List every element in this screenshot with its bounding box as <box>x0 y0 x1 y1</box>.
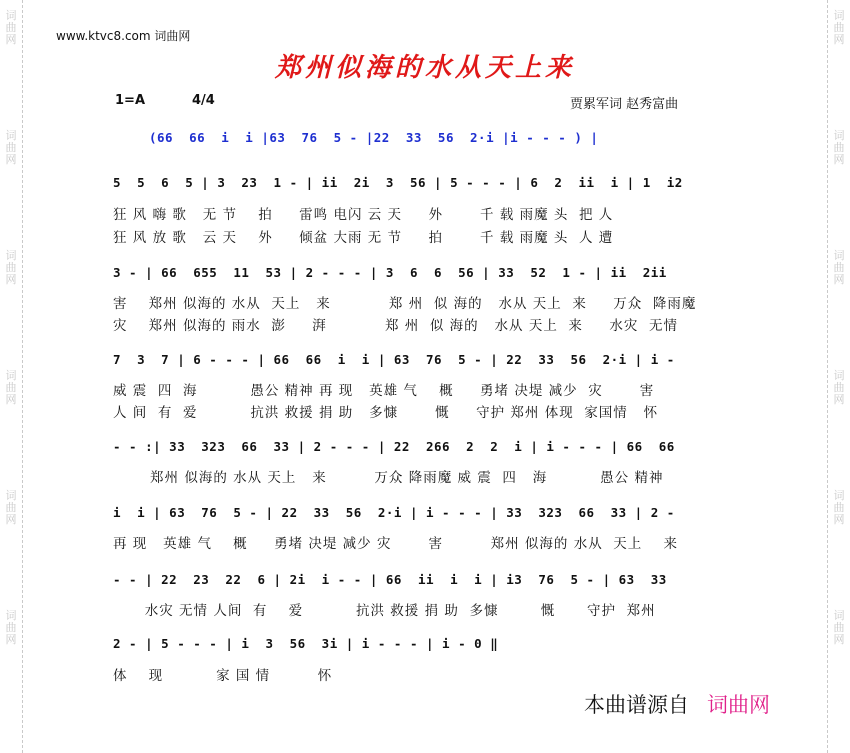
row-2-notes: 3 - | 66 655 11 53 | 2 - - - | 3 6 6 56 | 33 52 1 - | ii 2ii <box>113 265 667 280</box>
row-4-notes: - - :| 33 323 66 33 | 2 - - - | 22 266 2 2 i | i - - - | 66 66 <box>113 439 675 454</box>
watermark-text: 词 曲 网 <box>833 9 845 46</box>
song-title: 郑州似海的水从天上来 <box>274 53 575 83</box>
row-7-notes: 2 - | 5 - - - | i 3 56 3i | i - - - | i - 0 ‖ <box>113 636 499 651</box>
watermark-text: 词 曲 网 <box>833 609 845 646</box>
watermark-text: 词 曲 网 <box>5 609 17 646</box>
row-7-lyric-1: 体 现 家 国 情 怀 <box>113 668 333 684</box>
row-2-lyric-1: 害 郑州 似海的 水从 天上 来 郑 州 似 海的 水从 天上 来 万众 降雨魔 <box>113 296 697 312</box>
row-2-lyric-2: 灾 郑州 似海的 雨水 澎 湃 郑 州 似 海的 水从 天上 来 水灾 无情 <box>113 318 678 334</box>
source-credit <box>584 689 770 719</box>
row-3-lyric-2: 人 间 有 爱 抗洪 救援 捐 助 多慷 慨 守护 郑州 体现 家国情 怀 <box>113 405 659 421</box>
time-signature: 4/4 <box>192 93 215 108</box>
intro-notes: (66 66 i i |63 76 5 - |22 33 56 2·i |i - - - ) | <box>149 130 599 145</box>
watermark-text: 词 曲 网 <box>5 9 17 46</box>
row-4-lyric-1: 郑州 似海的 水从 天上 来 万众 降雨魔 威 震 四 海 愚公 精神 <box>113 470 664 486</box>
left-watermark-strip <box>0 0 23 753</box>
credits: 贾累军词 赵秀富曲 <box>570 97 679 112</box>
watermark-text: 词 曲 网 <box>833 369 845 406</box>
row-3-notes: 7 3 7 | 6 - - - | 66 66 i i | 63 76 5 - | 22 33 56 2·i | i - <box>113 352 675 367</box>
row-5-lyric-1: 再 现 英雄 气 概 勇堵 决堤 减少 灾 害 郑州 似海的 水从 天上 来 <box>113 536 678 552</box>
row-6-notes: - - | 22 23 22 6 | 2i i - - | 66 ii i i | i3 76 5 - | 63 33 <box>113 572 667 587</box>
site-link[interactable]: www.ktvc8.com 词曲网 <box>56 29 191 43</box>
row-1-notes: 5 5 6 5 | 3 23 1 - | ii 2i 3 56 | 5 - - - | 6 2 ii i | 1 i2 <box>113 175 683 190</box>
watermark-text: 词 曲 网 <box>5 129 17 166</box>
watermark-text: 词 曲 网 <box>5 249 17 286</box>
row-1-lyric-1: 狂 风 嗨 歌 无 节 拍 雷鸣 电闪 云 天 外 千 载 雨魔 头 把 人 <box>113 207 614 223</box>
key-signature: 1=A <box>115 93 145 108</box>
right-watermark-strip <box>827 0 850 753</box>
source-label: 本曲谱源自 <box>584 693 689 717</box>
watermark-text: 词 曲 网 <box>5 489 17 526</box>
row-5-notes: i i | 63 76 5 - | 22 33 56 2·i | i - - - | 33 323 66 33 | 2 - <box>113 505 675 520</box>
row-1-lyric-2: 狂 风 放 歌 云 天 外 倾盆 大雨 无 节 拍 千 载 雨魔 头 人 遭 <box>113 230 614 246</box>
watermark-text: 词 曲 网 <box>833 129 845 166</box>
watermark-text: 词 曲 网 <box>833 489 845 526</box>
row-6-lyric-1: 水灾 无情 人间 有 爱 抗洪 救援 捐 助 多慷 慨 守护 郑州 <box>113 603 656 619</box>
watermark-text: 词 曲 网 <box>833 249 845 286</box>
row-3-lyric-1: 威 震 四 海 愚公 精神 再 现 英雄 气 概 勇堵 决堤 减少 灾 害 <box>113 383 655 399</box>
watermark-text: 词 曲 网 <box>5 369 17 406</box>
source-brand-link[interactable]: 词曲网 <box>707 693 770 717</box>
